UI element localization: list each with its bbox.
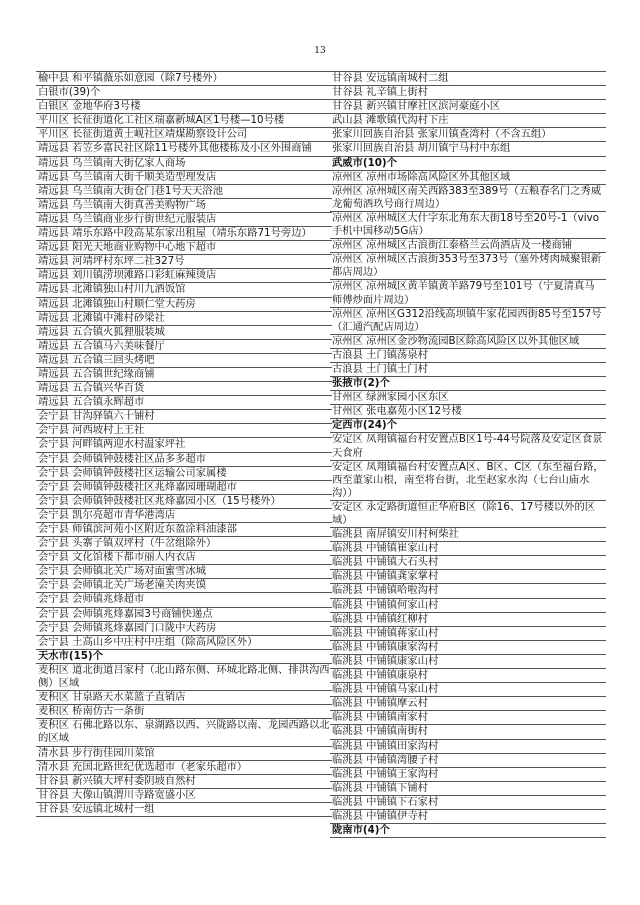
- area-entry: 清水县 充国北路世纪优选超市（老家乐超市）: [36, 761, 332, 775]
- area-entry: 会宁县 师镇滨河苑小区附近东盈涂料油漆部: [36, 523, 332, 537]
- right-column: [330, 71, 606, 838]
- area-entry: 临洮县 中铺镇下石家村: [330, 796, 606, 810]
- area-entry: 临洮县 中铺镇康泉村: [330, 669, 606, 683]
- city-header: 定西市(24)个: [330, 419, 606, 433]
- area-entry: 会宁县 文化馆楼下都市丽人内衣店: [36, 551, 332, 565]
- area-entry: 临洮县 中铺镇马家山村: [330, 683, 606, 697]
- area-entry: 甘谷县 新兴镇大坪村委阴坡自然村: [36, 775, 332, 789]
- area-entry: 临洮县 中铺镇哈啦沟村: [330, 584, 606, 598]
- area-entry: 会宁县 会师镇钟鼓楼社区兆烽嘉园珊瑚超市: [36, 481, 332, 495]
- area-entry: 甘谷县 安远镇北城村一组: [36, 803, 332, 817]
- area-entry: 凉州区 凉州区G312沿线高坝镇牛家花园西街85号至157号（汇通汽配店周边）: [330, 308, 606, 335]
- area-entry: 靖远县 乌兰镇南大街真善美购物广场: [36, 199, 332, 213]
- area-entry: 会宁县 河畔镇两迎水村温家坪社: [36, 438, 332, 452]
- area-entry: 会宁县 河西坡村上王社: [36, 424, 332, 438]
- area-entry: 安定区 永定路街道恒正华府B区（除16、17号楼以外的区域）: [330, 501, 606, 528]
- page-number: 13: [314, 46, 326, 56]
- area-entry: 麦积区 石佛北路以东、泉湖路以西、兴陇路以南、龙园西路以北的区域: [36, 719, 332, 746]
- area-entry: 麦积区 桥南仿古一条街: [36, 705, 332, 719]
- area-entry: 临洮县 中铺镇王家沟村: [330, 768, 606, 782]
- area-entry: 临洮县 中铺镇伊寺村: [330, 810, 606, 824]
- area-entry: 张家川回族自治县 胡川镇宁马村中东组: [330, 142, 606, 156]
- left-column: [36, 71, 332, 817]
- area-entry: 会宁县 头寨子镇双坪村（牛岔组除外）: [36, 537, 332, 551]
- area-entry: 临洮县 中铺镇龚家掌村: [330, 570, 606, 584]
- area-entry: 凉州区 凉州城区大什字东北角东大街18号至20号-1（vivo手机中国移动5G店）: [330, 212, 606, 239]
- area-entry: 靖远县 阳光天地商业购物中心地下超市: [36, 241, 332, 255]
- area-entry: 武山县 滩歌镇代沟村下庄: [330, 114, 606, 128]
- area-entry: 安定区 凤翔镇福台村安置点B区1号-44号院落及安定区食景天食府: [330, 433, 606, 460]
- area-entry: 临洮县 中铺镇崔家山村: [330, 542, 606, 556]
- area-entry: 临洮县 南屏镇安川村柯柴社: [330, 528, 606, 542]
- area-entry: 靖远县 五合镇兴华百货: [36, 382, 332, 396]
- area-entry: 平川区 长征街道化工社区瑞嘉新城A区1号楼—10号楼: [36, 114, 332, 128]
- area-entry: 甘州区 绿洲家园小区东区: [330, 391, 606, 405]
- area-entry: 会宁县 会师镇钟鼓楼社区兆烽嘉园小区（15号楼外）: [36, 495, 332, 509]
- area-entry: 麦积区 道北街道吕家村（北山路东侧、环城北路北侧、排洪沟西侧）区域: [36, 664, 332, 691]
- area-entry: 古浪县 土门镇土门村: [330, 363, 606, 377]
- area-entry: 靖远县 北滩镇独山村顺仁堂大药房: [36, 298, 332, 312]
- area-entry: 会宁县 会师镇钟鼓楼社区运输公司家属楼: [36, 467, 332, 481]
- area-entry: 临洮县 中铺镇蒋家山村: [330, 627, 606, 641]
- area-entry: 清水县 步行街佳园川菜馆: [36, 747, 332, 761]
- area-entry: 临洮县 中铺镇南街村: [330, 725, 606, 739]
- area-entry: 临洮县 中铺镇康家沟村: [330, 641, 606, 655]
- city-header: 武威市(10)个: [330, 157, 606, 171]
- area-entry: 靖远县 五合镇火狐狸服装城: [36, 326, 332, 340]
- area-entry: 麦积区 甘泉路天水菜篮子直销店: [36, 691, 332, 705]
- area-entry: 靖远县 乌兰镇南大街千顺美造型理发店: [36, 171, 332, 185]
- area-entry: 靖远县 靖乐东路中段高某东家出租屋（靖乐东路71号旁边）: [36, 227, 332, 241]
- area-entry: 会宁县 甘沟驿镇六十铺村: [36, 410, 332, 424]
- area-entry: 古浪县 土门镇荡泉村: [330, 349, 606, 363]
- area-entry: 会宁县 会师镇北关广场对面蜜雪冰城: [36, 565, 332, 579]
- area-entry: 靖远县 北滩镇独山村川九酒饭馆: [36, 283, 332, 297]
- area-entry: 靖远县 五合镇三回头烤吧: [36, 354, 332, 368]
- area-entry: 临洮县 中铺镇红柳村: [330, 613, 606, 627]
- area-entry: 凉州区 凉州市场除高风险区外其他区域: [330, 171, 606, 185]
- area-entry: 甘州区 张电嘉苑小区12号楼: [330, 405, 606, 419]
- area-entry: 靖远县 乌兰镇南大街仓门巷1号天天浴池: [36, 185, 332, 199]
- area-entry: 白银区 金地华府3号楼: [36, 100, 332, 114]
- area-entry: 靖远县 若笠乡富民社区除11号楼外其他楼栋及小区外围商铺: [36, 142, 332, 156]
- area-entry: 平川区 长征街道黄土岘社区靖煤勘察设计公司: [36, 128, 332, 142]
- area-entry: 临洮县 中铺镇南家村: [330, 711, 606, 725]
- area-entry: 临洮县 中铺镇田家沟村: [330, 740, 606, 754]
- city-header: 张掖市(2)个: [330, 377, 606, 391]
- area-entry: 凉州区 凉州城区南关西路383至389号（五粮春名门之秀威龙葡萄酒玖号商行周边）: [330, 185, 606, 212]
- area-entry: 甘谷县 安远镇南城村二组: [330, 72, 606, 86]
- area-entry: 靖远县 五合镇世纪缘商铺: [36, 368, 332, 382]
- area-entry: 会宁县 凯尔亮超市青华港湾店: [36, 509, 332, 523]
- area-entry: 白银市(39)个: [36, 86, 332, 100]
- area-entry: 张家川回族自治县 张家川镇查湾村（不含五组）: [330, 128, 606, 142]
- area-entry: 凉州区 凉州城区古浪街353号至373号（塞外烤肉城聚银新都店周边）: [330, 253, 606, 280]
- area-entry: 临洮县 中铺镇大石头村: [330, 556, 606, 570]
- area-entry: 靖远县 五合镇永辉超市: [36, 396, 332, 410]
- area-entry: 临洮县 中铺镇何家山村: [330, 599, 606, 613]
- city-header: 天水市(15)个: [36, 650, 332, 664]
- area-entry: 会宁县 会师镇兆烽超市: [36, 593, 332, 607]
- area-entry: 靖远县 北滩镇中滩村砂梁社: [36, 312, 332, 326]
- area-entry: 凉州区 凉州城区古浪街江泰格兰云尚酒店及一楼商铺: [330, 239, 606, 253]
- area-entry: 榆中县 和平镇薇乐如意园（除7号楼外）: [36, 72, 332, 86]
- area-entry: 靖远县 河靖坪村东坪二社327号: [36, 255, 332, 269]
- area-entry: 靖远县 五合镇马六美味餐厅: [36, 340, 332, 354]
- area-entry: 会宁县 土高山乡中庄村中庄组（除高风险区外）: [36, 636, 332, 650]
- area-entry: 甘谷县 大像山镇渭川寺路宽盛小区: [36, 789, 332, 803]
- area-entry: 临洮县 中铺镇摩云村: [330, 697, 606, 711]
- city-header: 陇南市(4)个: [330, 824, 606, 838]
- area-entry: 会宁县 会师镇北关广场老潼关肉夹馍: [36, 579, 332, 593]
- area-entry: 靖远县 刘川镇涝坝滩路口彩虹麻辣烫店: [36, 269, 332, 283]
- area-entry: 靖远县 乌兰镇商业步行街世纪元服装店: [36, 213, 332, 227]
- area-entry: 靖远县 乌兰镇南大街亿家人商场: [36, 157, 332, 171]
- area-entry: 甘谷县 礼辛镇上街村: [330, 86, 606, 100]
- area-entry: 凉州区 凉州城区黄羊镇黄羊路79号至101号（宁夏清真马师傅炒面片周边）: [330, 280, 606, 307]
- area-entry: 甘谷县 新兴镇甘摩社区滨河豪庭小区: [330, 100, 606, 114]
- area-entry: 会宁县 会师镇钟鼓楼社区品多多超市: [36, 453, 332, 467]
- area-entry: 安定区 凤翔镇福台村安置点A区、B区、C区（东至福台路，西至董家山根，南至将台街，北至赵家水沟（七台山庙水沟））: [330, 461, 606, 501]
- area-entry: 会宁县 会师镇兆烽嘉园门口陇中大药房: [36, 622, 332, 636]
- area-entry: 凉州区 凉州区金沙物流园B区除高风险区以外其他区域: [330, 335, 606, 349]
- area-entry: 临洮县 中铺镇下铺村: [330, 782, 606, 796]
- area-entry: 临洮县 中铺镇湾腰子村: [330, 754, 606, 768]
- area-entry: 临洮县 中铺镇康家山村: [330, 655, 606, 669]
- area-entry: 会宁县 会师镇兆烽嘉园3号商铺快递点: [36, 608, 332, 622]
